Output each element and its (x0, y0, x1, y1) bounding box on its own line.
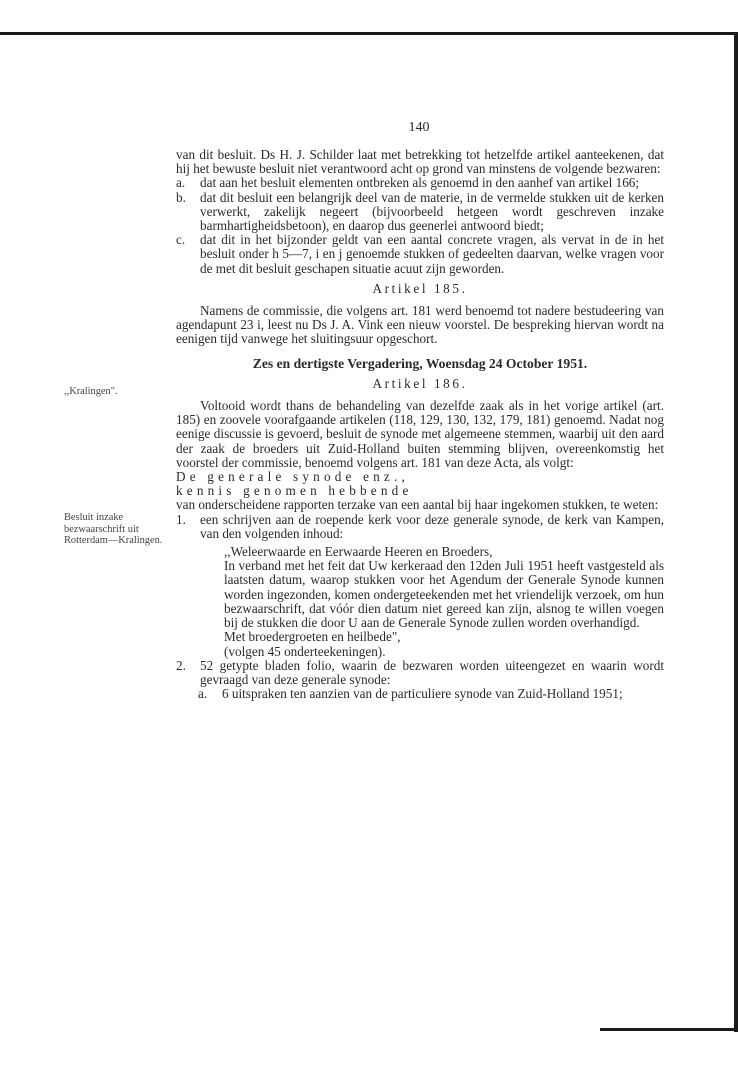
margin-note-besluit: Besluit inzake bezwaarschrift uit Rotterdam—Kralingen. (64, 512, 163, 547)
list-marker: b. (176, 189, 186, 205)
page-number: 140 (408, 120, 430, 135)
objection-list (176, 176, 664, 275)
letter-greeting: ,,Weleerwaarde en Eerwaarde Heeren en Broeders, (224, 544, 493, 560)
kennis-line: kennis genomen hebbende (176, 483, 413, 499)
stukken-text: een schrijven aan de roepende kerk voor deze generale synode, de kerk van Kampen, van den volgenden inhoud: (200, 511, 664, 541)
rapporten-paragraph: van onderscheidene rapporten terzake van een aantal bij haar ingekomen stukken, te weten: (176, 497, 659, 513)
objection-item (176, 176, 664, 190)
synode-line: De generale synode enz., (176, 469, 409, 485)
objection-text: dat dit in het bijzonder geldt van een aantal concrete vragen, als vervat in de in het besluit onder h 5—7, i en j genoemde stukken of gedeelten daarvan, welke vragen voor de met dit besluit geschapen situatie acuut zijn geworden. (200, 232, 664, 276)
letter-closing: Met broedergroeten en heilbede", (224, 629, 401, 645)
artikel-186-heading: Artikel 186. (372, 375, 468, 391)
vergadering-heading: Zes en dertigste Vergadering, Woensdag 24 October 1951. (252, 355, 588, 371)
objection-text: dat aan het besluit elementen ontbreken als genoemd in den aanhef van artikel 166; (200, 175, 640, 191)
list-marker: c. (176, 232, 186, 248)
page-edge-bottom (600, 1028, 738, 1031)
page-edge-top (0, 32, 738, 35)
page-edge-right (734, 32, 738, 1032)
list-marker: 1. (176, 511, 186, 527)
stukken-item (176, 659, 664, 687)
artikel-185-text: Namens de commissie, die volgens art. 181 werd benoemd tot nadere bestudeering van agendapunt 23 i, leest nu Ds J. A. Vink een nieuw voorstel. De bespreking hiervan wordt na eenigen tijd vanwege het sluitingsuur opgeschort. (176, 303, 664, 347)
artikel-185-heading: Artikel 185. (372, 280, 468, 296)
sub-item-text: 6 uitspraken ten aanzien van de particuliere synode van Zuid-Holland 1951; (222, 686, 623, 702)
list-marker: 2. (176, 657, 186, 673)
stukken-item (176, 513, 664, 659)
stukken-text: 52 getypte bladen folio, waarin de bezwaren worden uiteengezet en waarin wordt gevraagd van deze generale synode: (200, 657, 664, 687)
letter-quote (200, 545, 664, 659)
letter-signatures: (volgen 45 onderteekeningen). (224, 643, 386, 659)
intro-paragraph: van dit besluit. Ds H. J. Schilder laat met betrekking tot hetzelfde artikel aanteekenen, dat hij het bewuste besluit niet verantwoord acht op grond van minstens de volgende bezwaren: (176, 147, 664, 177)
list-marker: a. (176, 175, 186, 191)
sub-item (176, 687, 664, 701)
list-marker: a. (198, 686, 208, 702)
letter-body: In verband met het feit dat Uw kerkeraad den 12den Juli 1951 heeft vastgesteld als laatsten datum, waarop stukken voor het Agendum der Generale Synode kunnen worden ingezonden, komen ondergeteekenden met het vriendelijk verzoek, om hun bezwaarschrift, dat vóór dien datum niet gereed kan zijn, alsnog te willen voegen bij de stukken die door U aan de Generale Synode zullen worden overhandigd. (224, 558, 664, 631)
margin-note-kralingen: ,,Kralingen". (64, 386, 118, 397)
objection-text: dat dit besluit een belangrijk deel van de materie, in de vermelde stukken uit de kerken verwerkt, zakelijk negeert (bijvoorbeeld hetgeen wordt geschreven inzake barmhartigheidsbetoon), en daarop dus geenerlei antwoord biedt; (200, 189, 664, 234)
main-text (176, 148, 664, 701)
objection-item (176, 233, 664, 276)
artikel-186-text: Voltooid wordt thans de behandeling van dezelfde zaak als in het vorige artikel (art. 185) en zoovele voorafgaande artikelen (118, 129, 130, 132, 179, 181) genoemd. Nadat nog eenige discussie is gevoerd, besluit de synode met algemeene stemmen, waarbij uit den aard der zaak de broeders uit Zuid-Holland buiten stemming blijven, overeenkomstig het voorstel der commissie, benoemd volgens art. 181 van deze Acta, als volgt: (176, 398, 664, 470)
objection-item (176, 191, 664, 234)
